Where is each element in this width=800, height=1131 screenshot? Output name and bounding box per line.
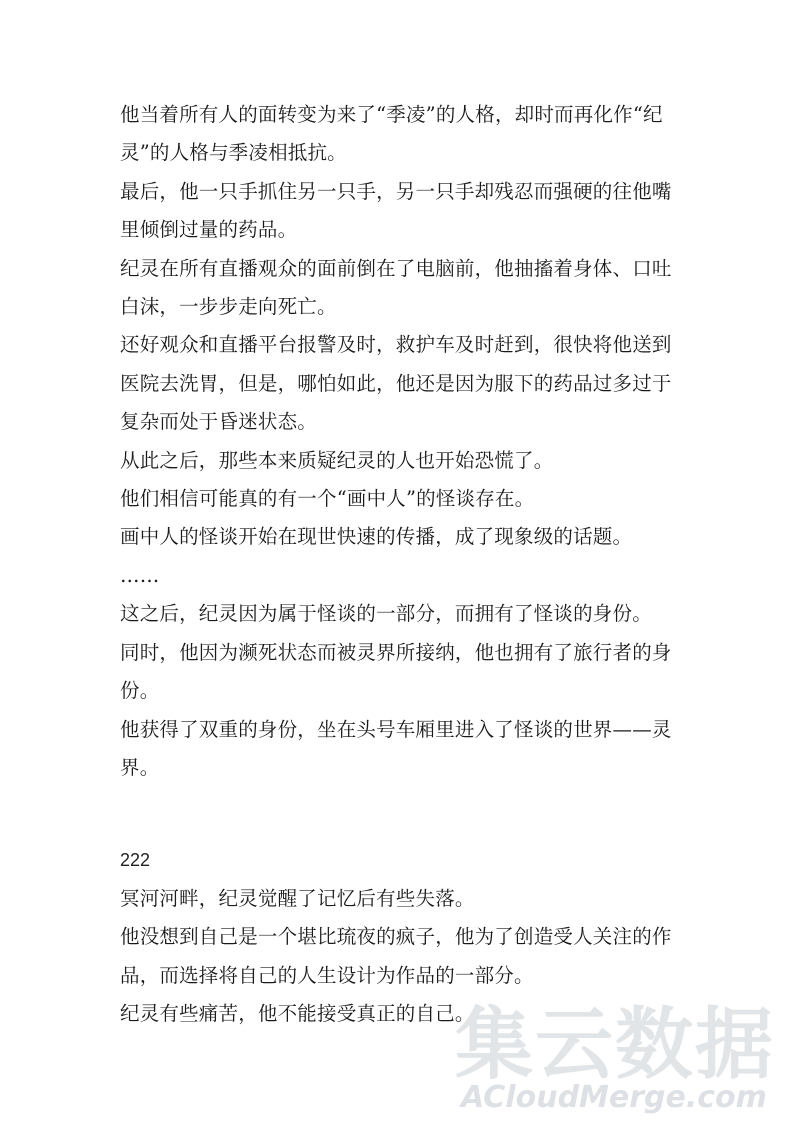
watermark-chinese-text: 集云数据 [455,1000,776,1090]
paragraph: 纪灵在所有直播观众的面前倒在了电脑前，他抽搐着身体、口吐白沫，一步步走向死亡。 [120,256,672,319]
paragraph: 纪灵有些痛苦，他不能接受真正的自己。 [120,1001,475,1025]
document-body [120,96,690,1033]
paragraph: 这之后，纪灵因为属于怪谈的一部分，而拥有了怪谈的身份。 [120,602,652,626]
ellipsis-line: …… [120,563,160,587]
paragraph: 他们相信可能真的有一个“画中人”的怪谈存在。 [120,487,535,511]
paragraph: 还好观众和直播平台报警及时，救护车及时赶到，很快将他送到医院去洗胃，但是，哪怕如此，他还是因为服下的药品过多过于复杂而处于昏迷状态。 [120,333,672,434]
paragraph: 画中人的怪谈开始在现世快速的传播，成了现象级的话题。 [120,525,633,549]
watermark-english-text: ACloudMerge.com [461,1080,767,1115]
paragraph: 他当着所有人的面转变为来了“季凌”的人格，却时而再化作“纪灵”的人格与季凌相抵抗。 [120,103,663,165]
chapter-number: 222 [120,850,151,871]
paragraph: 他获得了双重的身份，坐在头号车厢里进入了怪谈的世界——灵界。 [120,717,672,779]
paragraph: 同时，他因为濒死状态而被灵界所接纳，他也拥有了旅行者的身份。 [120,640,672,703]
paragraph: 从此之后，那些本来质疑纪灵的人也开始恐慌了。 [120,448,554,472]
section-gap [120,787,690,841]
paragraph: 最后，他一只手抓住另一只手，另一只手却残忍而强硬的往他嘴里倾倒过量的药品。 [120,179,672,242]
paragraph: 他没想到自己是一个堪比琉夜的疯子，他为了创造受人关注的作品，而选择将自己的人生设计为作品的一部分。 [120,925,672,987]
paragraph: 冥河河畔，纪灵觉醒了记忆后有些失落。 [120,886,475,910]
